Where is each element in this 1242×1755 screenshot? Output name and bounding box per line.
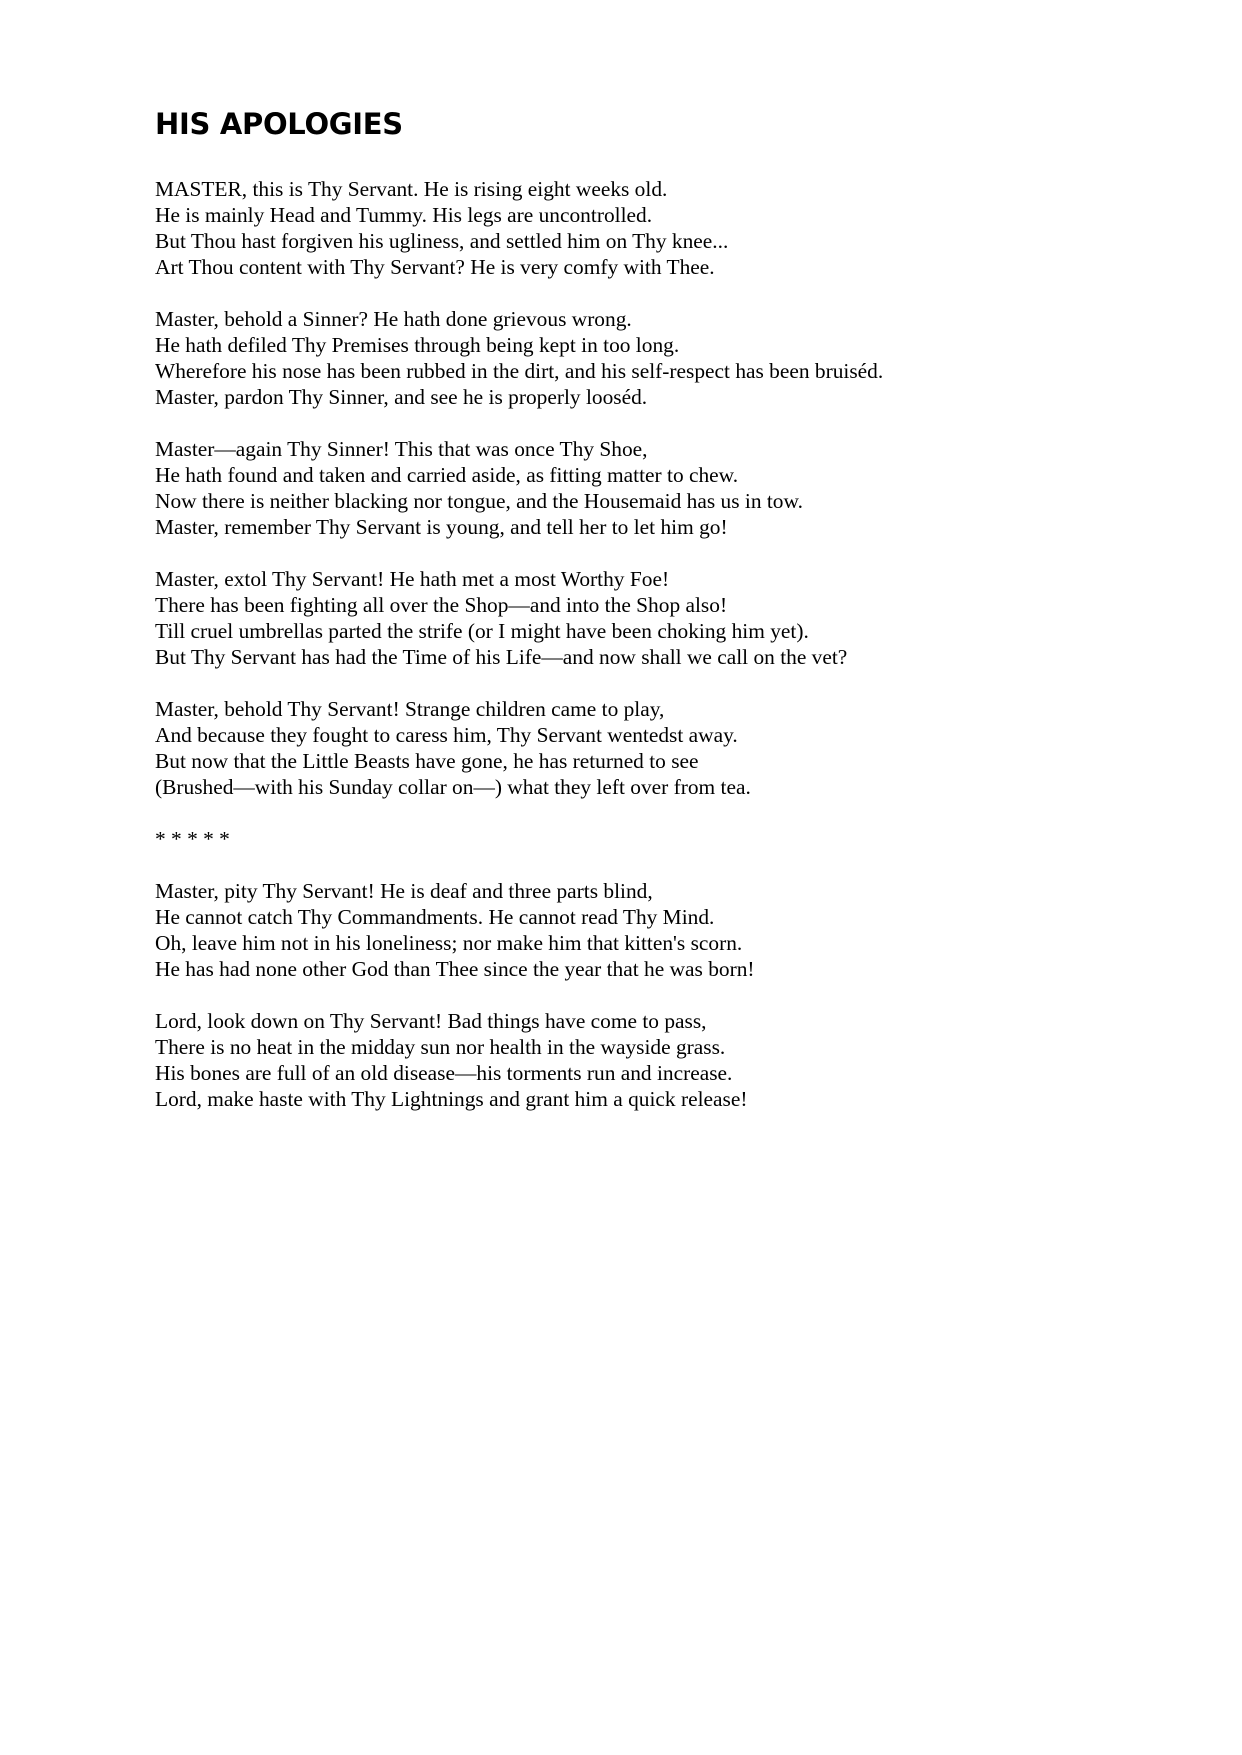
poem-line: Master, behold Thy Servant! Strange children came to play,	[155, 697, 665, 721]
poem-line: He cannot catch Thy Commandments. He cannot read Thy Mind.	[155, 905, 715, 929]
stanza-7	[155, 1008, 1155, 1112]
poem-line: Lord, look down on Thy Servant! Bad things have come to pass,	[155, 1009, 707, 1033]
stanza-6	[155, 878, 1155, 982]
poem-line: But Thou hast forgiven his ugliness, and settled him on Thy knee...	[155, 229, 729, 253]
poem-title: HIS APOLOGIES	[155, 107, 403, 141]
poem-line: But now that the Little Beasts have gone, he has returned to see	[155, 749, 699, 773]
poem-line: Art Thou content with Thy Servant? He is very comfy with Thee.	[155, 255, 715, 279]
poem-line: Now there is neither blacking nor tongue, and the Housemaid has us in tow.	[155, 489, 803, 513]
stanza-3	[155, 436, 1155, 540]
poem-body	[155, 176, 1155, 1138]
stanza-5	[155, 696, 1155, 800]
poem-line: Oh, leave him not in his loneliness; nor make him that kitten's scorn.	[155, 931, 743, 955]
section-separator: * * * * *	[155, 827, 230, 851]
poem-line: But Thy Servant has had the Time of his Life—and now shall we call on the vet?	[155, 645, 848, 669]
poem-line: He hath defiled Thy Premises through being kept in too long.	[155, 333, 680, 357]
poem-line: Master, behold a Sinner? He hath done grievous wrong.	[155, 307, 632, 331]
poem-line: Master, remember Thy Servant is young, and tell her to let him go!	[155, 515, 728, 539]
poem-line: He is mainly Head and Tummy. His legs are uncontrolled.	[155, 203, 653, 227]
poem-line: (Brushed—with his Sunday collar on—) what they left over from tea.	[155, 775, 751, 799]
poem-line: Master, extol Thy Servant! He hath met a most Worthy Foe!	[155, 567, 670, 591]
stanza-4	[155, 566, 1155, 670]
poem-line: Wherefore his nose has been rubbed in the dirt, and his self-respect has been bruiséd.	[155, 359, 884, 383]
stanza-1	[155, 176, 1155, 280]
poem-line: There has been fighting all over the Shop—and into the Shop also!	[155, 593, 728, 617]
stanza-2	[155, 306, 1155, 410]
poem-line: His bones are full of an old disease—his torments run and increase.	[155, 1061, 733, 1085]
poem-line: Lord, make haste with Thy Lightnings and grant him a quick release!	[155, 1087, 748, 1111]
poem-line: Master—again Thy Sinner! This that was once Thy Shoe,	[155, 437, 648, 461]
poem-line: And because they fought to caress him, Thy Servant wentedst away.	[155, 723, 738, 747]
poem-line: Master, pity Thy Servant! He is deaf and three parts blind,	[155, 879, 653, 903]
poem-line: Master, pardon Thy Sinner, and see he is properly looséd.	[155, 385, 648, 409]
poem-line: He has had none other God than Thee since the year that he was born!	[155, 957, 755, 981]
poem-line: He hath found and taken and carried aside, as fitting matter to chew.	[155, 463, 739, 487]
poem-line: There is no heat in the midday sun nor health in the wayside grass.	[155, 1035, 726, 1059]
poem-line: Till cruel umbrellas parted the strife (or I might have been choking him yet).	[155, 619, 809, 643]
poem-line: MASTER, this is Thy Servant. He is rising eight weeks old.	[155, 177, 668, 201]
